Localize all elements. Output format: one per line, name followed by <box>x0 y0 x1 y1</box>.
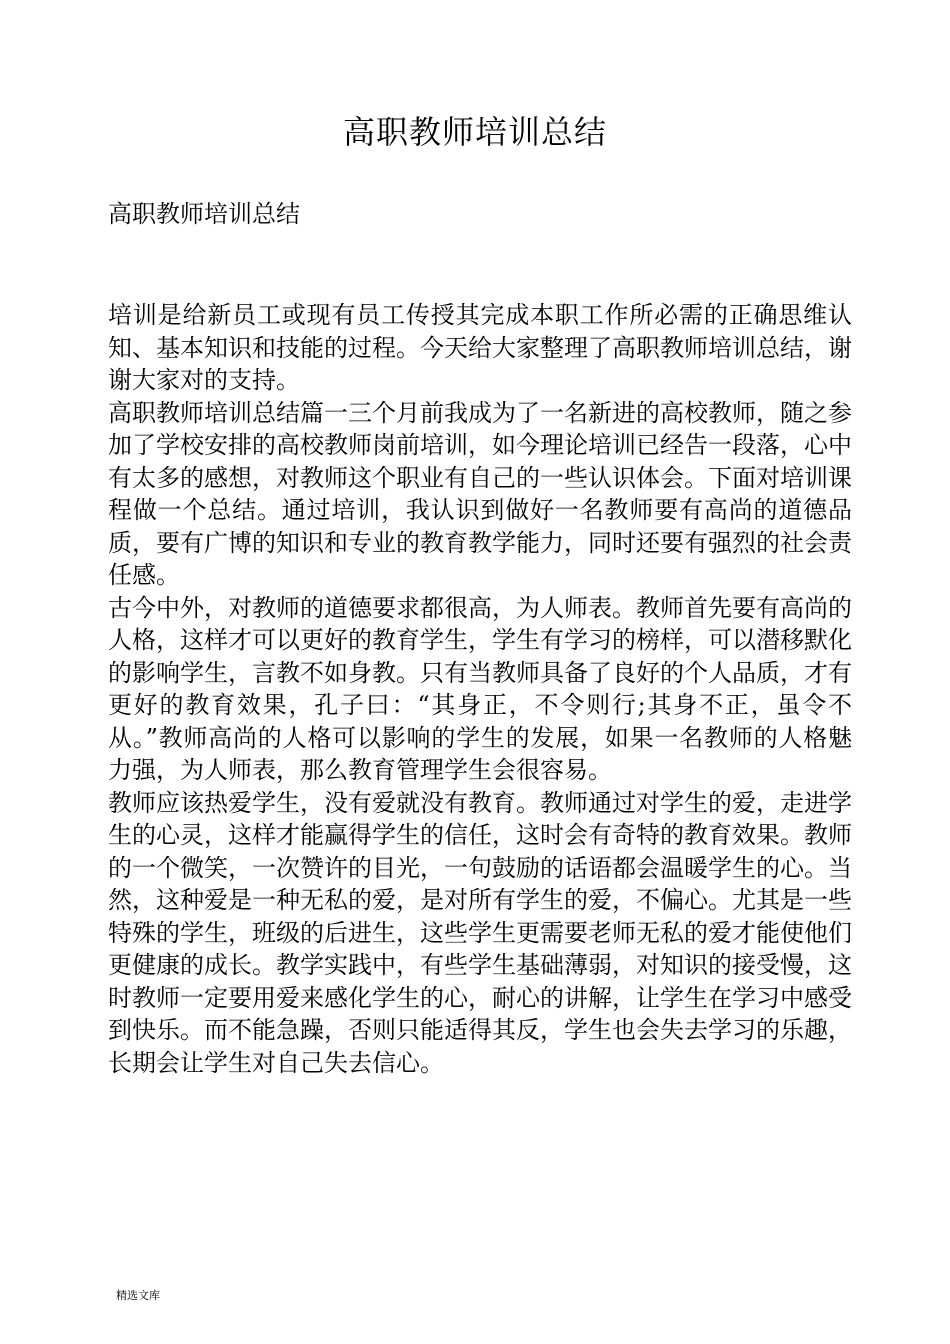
page-title: 高职教师培训总结 <box>342 113 607 151</box>
footer-label: 精选文库 <box>116 1289 160 1302</box>
paragraph-two: 古今中外，对教师的道德要求都很高，为人师表。教师首先要有高尚的人格，这样才可以更好的教育学生，学生有学习的榜样，可以潜移默化的影响学生，言教不如身教。只有当教师具备了良好的个人品质，才有更好的教育效果，孔子曰：“其身正，不令则行;其身不正，虽令不从。”教师高尚的人格可以影响的学生的发展，如果一名教师的人格魅力强，为人师表，那么教育管理学生会很容易。 <box>108 593 852 784</box>
paragraph-intro: 培训是给新员工或现有员工传授其完成本职工作所必需的正确思维认知、基本知识和技能的过程。今天给大家整理了高职教师培训总结，谢谢大家对的支持。 <box>108 301 852 394</box>
paragraph-one: 高职教师培训总结篇一三个月前我成为了一名新进的高校教师，随之参加了学校安排的高校教师岗前培训，如今理论培训已经告一段落，心中有太多的感想，对教师这个职业有自己的一些认识体会。下面对培训课程做一个总结。通过培训，我认识到做好一名教师要有高尚的道德品质，要有广博的知识和专业的教育教学能力，同时还要有强烈的社会责任感。 <box>108 398 852 589</box>
document-body <box>108 299 852 1079</box>
document-subtitle: 高职教师培训总结 <box>108 200 300 228</box>
paragraph-three: 教师应该热爱学生，没有爱就没有教育。教师通过对学生的爱，走进学生的心灵，这样才能赢得学生的信任，这时会有奇特的教育效果。教师的一个微笑，一次赞许的目光，一句鼓励的话语都会温暖学生的心。当然，这种爱是一种无私的爱，是对所有学生的爱，不偏心。尤其是一些特殊的学生，班级的后进生，这些学生更需要老师无私的爱才能使他们更健康的成长。教学实践中，有些学生基础薄弱，对知识的接受慢，这时教师一定要用爱来感化学生的心，耐心的讲解，让学生在学习中感受到快乐。而不能急躁，否则只能适得其反，学生也会失去学习的乐趣，长期会让学生对自己失去信心。 <box>108 788 852 1077</box>
